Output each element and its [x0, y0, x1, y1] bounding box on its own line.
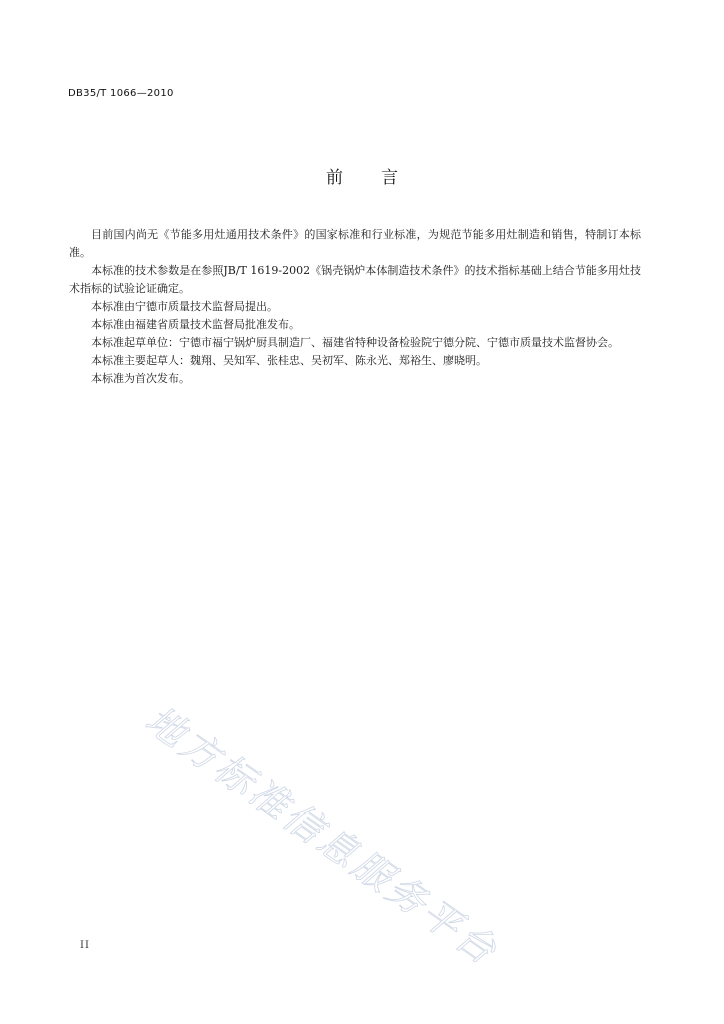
foreword-body	[69, 226, 641, 388]
paragraph-purpose: 目前国内尚无《节能多用灶通用技术条件》的国家标准和行业标准，为规范节能多用灶制造和销售，特制订本标准。	[69, 228, 641, 259]
paragraph-drafters: 本标准主要起草人：魏翔、吴知军、张桂忠、吴初军、陈永光、郑裕生、廖晓明。	[91, 354, 487, 367]
title-char-1: 前	[326, 168, 343, 188]
paragraph-proposed-by: 本标准由宁德市质量技术监督局提出。	[91, 300, 278, 313]
paragraph-approved-by: 本标准由福建省质量技术监督局批准发布。	[91, 318, 300, 331]
paragraph-technical-basis: 本标准的技术参数是在参照JB/T 1619-2002《锅壳锅炉本体制造技术条件》的技术指标基础上结合节能多用灶技术指标的试验论证确定。	[69, 264, 641, 295]
page-title	[0, 163, 724, 188]
paragraph-first-release: 本标准为首次发布。	[91, 372, 190, 385]
paragraph-drafting-units: 本标准起草单位：宁德市福宁锅炉厨具制造厂、福建省特种设备检验院宁德分院、宁德市质量技术监督协会。	[91, 336, 619, 349]
watermark: 地方标准信息服务平台	[137, 697, 507, 975]
document-code: DB35/T 1066—2010	[68, 88, 174, 99]
title-char-2: 言	[381, 168, 398, 188]
page-number: II	[80, 940, 90, 951]
